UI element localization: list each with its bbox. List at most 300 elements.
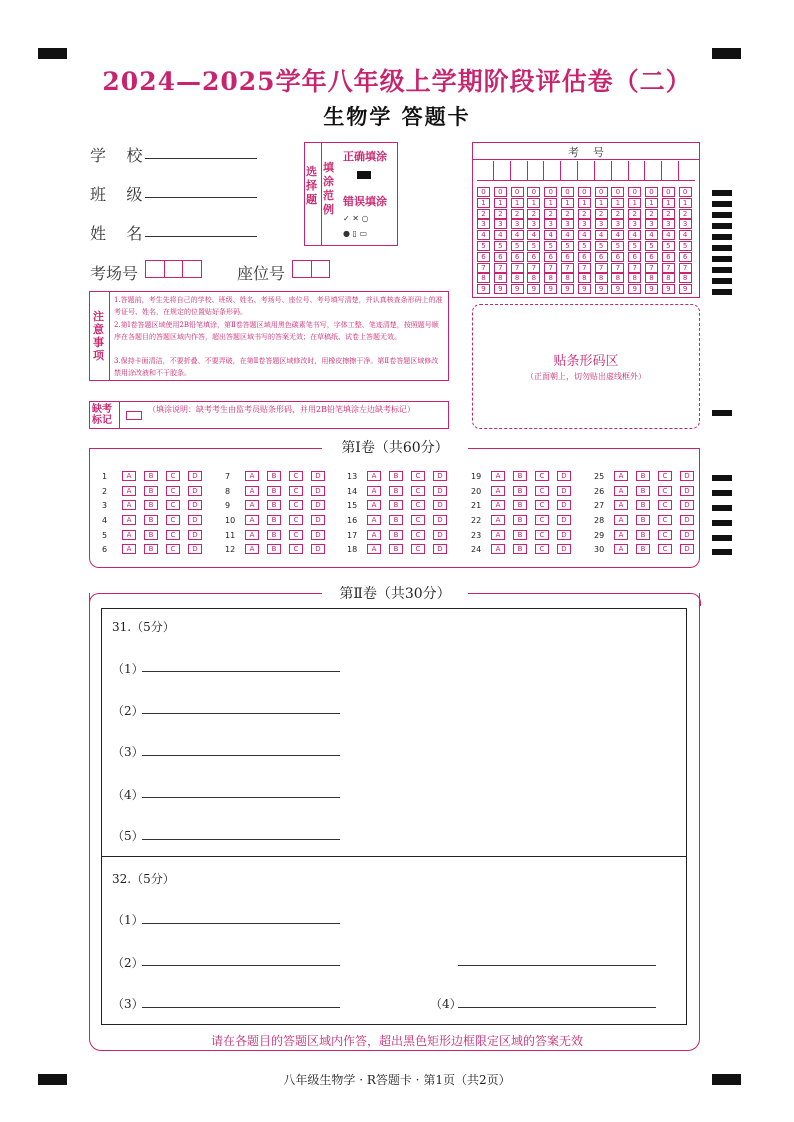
option-bubble[interactable]: D (188, 544, 202, 554)
option-bubble[interactable]: A (491, 544, 505, 554)
option-bubble[interactable]: C (658, 471, 672, 481)
option-bubble[interactable]: B (144, 530, 158, 540)
exam-number-digit-bubble[interactable]: 4 (611, 230, 624, 240)
exam-number-digit-bubble[interactable]: 7 (494, 263, 507, 273)
option-bubble[interactable]: C (289, 471, 303, 481)
exam-number-digit-bubble[interactable]: 4 (628, 230, 641, 240)
option-bubble[interactable]: D (433, 500, 447, 510)
option-bubble[interactable]: C (166, 471, 180, 481)
option-bubble[interactable]: A (614, 515, 628, 525)
option-bubble[interactable]: D (680, 471, 694, 481)
name-input[interactable] (145, 236, 257, 237)
exam-number-digit-bubble[interactable]: 0 (544, 187, 557, 197)
exam-number-digit-bubble[interactable]: 9 (611, 284, 624, 294)
exam-number-digit-bubble[interactable]: 7 (611, 263, 624, 273)
exam-number-digit-bubble[interactable]: 8 (611, 273, 624, 283)
exam-number-write-box[interactable] (645, 161, 662, 181)
option-bubble[interactable]: C (166, 544, 180, 554)
option-bubble[interactable]: C (535, 471, 549, 481)
option-bubble[interactable]: A (122, 486, 136, 496)
option-bubble[interactable]: D (311, 530, 325, 540)
option-bubble[interactable]: B (144, 471, 158, 481)
exam-number-digit-bubble[interactable]: 3 (561, 219, 574, 229)
exam-number-digit-bubble[interactable]: 5 (511, 241, 524, 251)
option-bubble[interactable]: A (614, 500, 628, 510)
exam-number-digit-bubble[interactable]: 0 (494, 187, 507, 197)
exam-number-digit-bubble[interactable]: 9 (511, 284, 524, 294)
option-bubble[interactable]: B (389, 486, 403, 496)
exam-number-digit-bubble[interactable]: 1 (494, 198, 507, 208)
timing-mark (712, 201, 732, 207)
option-bubble[interactable]: A (122, 515, 136, 525)
exam-number-write-box[interactable] (612, 161, 629, 181)
exam-number-digit-bubble[interactable]: 0 (645, 187, 658, 197)
option-bubble[interactable]: C (535, 500, 549, 510)
option-bubble[interactable]: A (614, 486, 628, 496)
exam-number-digit-bubble[interactable]: 9 (595, 284, 608, 294)
option-bubble[interactable]: A (245, 530, 259, 540)
exam-room-boxes[interactable] (145, 260, 202, 278)
option-bubble[interactable]: B (389, 515, 403, 525)
class-input[interactable] (145, 197, 257, 198)
option-bubble[interactable]: B (267, 515, 281, 525)
option-bubble[interactable]: A (614, 471, 628, 481)
option-bubble[interactable]: A (614, 544, 628, 554)
exam-number-digit-bubble[interactable]: 5 (679, 241, 692, 251)
exam-number-digit-bubble[interactable]: 2 (544, 209, 557, 219)
exam-number-digit-bubble[interactable]: 8 (527, 273, 540, 283)
option-bubble[interactable]: C (166, 486, 180, 496)
q32-sub-3-label: （3） (112, 997, 144, 1011)
q31-sub-5-answer[interactable] (142, 839, 340, 840)
option-bubble[interactable]: A (367, 530, 381, 540)
q32-sub-1-answer[interactable] (142, 923, 340, 924)
option-bubble[interactable]: C (535, 544, 549, 554)
option-bubble[interactable]: D (557, 544, 571, 554)
exam-number-digit-bubble[interactable]: 5 (595, 241, 608, 251)
exam-number-digit-bubble[interactable]: 5 (628, 241, 641, 251)
exam-number-digit-bubble[interactable]: 3 (645, 219, 658, 229)
exam-number-digit-bubble[interactable]: 0 (527, 187, 540, 197)
correct-fill-sample (357, 171, 371, 179)
exam-number-digit-bubble[interactable]: 6 (611, 252, 624, 262)
seat-boxes[interactable] (292, 260, 330, 278)
option-bubble[interactable]: C (658, 500, 672, 510)
exam-number-digit-bubble[interactable]: 9 (561, 284, 574, 294)
option-bubble[interactable]: D (433, 471, 447, 481)
exam-number-digit-bubble[interactable]: 9 (527, 284, 540, 294)
exam-number-digit-bubble[interactable]: 7 (477, 263, 490, 273)
page-subtitle: 生物学 答题卡 (323, 104, 471, 129)
exam-number-digit-bubble[interactable]: 3 (628, 219, 641, 229)
option-bubble[interactable]: A (245, 515, 259, 525)
exam-number-digit-bubble[interactable]: 8 (544, 273, 557, 283)
option-bubble[interactable]: A (367, 515, 381, 525)
exam-number-digit-bubble[interactable]: 2 (645, 209, 658, 219)
exam-number-digit-bubble[interactable]: 6 (477, 252, 490, 262)
option-bubble[interactable]: C (166, 500, 180, 510)
option-bubble[interactable]: B (267, 500, 281, 510)
option-bubble[interactable]: D (680, 500, 694, 510)
exam-number-digit-bubble[interactable]: 6 (561, 252, 574, 262)
exam-number-digit-bubble[interactable]: 4 (477, 230, 490, 240)
option-bubble[interactable]: D (557, 471, 571, 481)
option-bubble[interactable]: B (513, 515, 527, 525)
option-bubble[interactable]: C (289, 500, 303, 510)
option-bubble[interactable]: B (636, 544, 650, 554)
exam-number-digit-bubble[interactable]: 2 (611, 209, 624, 219)
exam-number-digit-bubble[interactable]: 8 (662, 273, 675, 283)
exam-number-digit-bubble[interactable]: 8 (494, 273, 507, 283)
exam-number-digit-bubble[interactable]: 1 (628, 198, 641, 208)
exam-number-digit-bubble[interactable]: 6 (645, 252, 658, 262)
exam-number-digit-bubble[interactable]: 8 (628, 273, 641, 283)
exam-number-digit-bubble[interactable]: 8 (578, 273, 591, 283)
question-number: 26 (594, 486, 605, 496)
option-bubble[interactable]: B (267, 471, 281, 481)
option-bubble[interactable]: C (411, 530, 425, 540)
exam-number-digit-bubble[interactable]: 0 (662, 187, 675, 197)
option-bubble[interactable]: A (491, 471, 505, 481)
exam-number-digit-bubble[interactable]: 3 (611, 219, 624, 229)
option-bubble[interactable]: A (367, 544, 381, 554)
exam-number-write-box[interactable] (528, 161, 545, 181)
notes-label: 注意事项 (93, 310, 104, 362)
exam-number-write-box[interactable] (629, 161, 646, 181)
exam-number-digit-bubble[interactable]: 3 (578, 219, 591, 229)
exam-number-digit-bubble[interactable]: 8 (561, 273, 574, 283)
option-bubble[interactable]: A (367, 486, 381, 496)
exam-number-digit-bubble[interactable]: 6 (511, 252, 524, 262)
exam-number-digit-bubble[interactable]: 1 (611, 198, 624, 208)
option-bubble[interactable]: D (311, 486, 325, 496)
exam-number-digit-bubble[interactable]: 4 (511, 230, 524, 240)
exam-number-digit-bubble[interactable]: 5 (477, 241, 490, 251)
exam-number-bubble-grid[interactable] (477, 187, 695, 295)
option-bubble[interactable]: A (245, 544, 259, 554)
option-bubble[interactable]: A (614, 530, 628, 540)
exam-number-digit-bubble[interactable]: 0 (611, 187, 624, 197)
exam-number-digit-bubble[interactable]: 5 (527, 241, 540, 251)
option-bubble[interactable]: D (311, 471, 325, 481)
exam-number-digit-bubble[interactable]: 5 (662, 241, 675, 251)
exam-number-digit-bubble[interactable]: 1 (679, 198, 692, 208)
exam-number-digit-bubble[interactable]: 1 (578, 198, 591, 208)
exam-number-digit-bubble[interactable]: 6 (494, 252, 507, 262)
exam-number-digit-bubble[interactable]: 6 (527, 252, 540, 262)
option-bubble[interactable]: B (267, 544, 281, 554)
exam-number-digit-bubble[interactable]: 2 (561, 209, 574, 219)
exam-number-write-box[interactable] (595, 161, 612, 181)
option-bubble[interactable]: A (122, 500, 136, 510)
option-bubble[interactable]: C (411, 486, 425, 496)
exam-number-digit-bubble[interactable]: 6 (578, 252, 591, 262)
exam-number-write-box[interactable] (679, 161, 695, 181)
option-bubble[interactable]: A (491, 500, 505, 510)
exam-number-digit-bubble[interactable]: 1 (595, 198, 608, 208)
exam-number-digit-bubble[interactable]: 3 (494, 219, 507, 229)
option-bubble[interactable]: C (535, 486, 549, 496)
option-bubble[interactable]: A (367, 471, 381, 481)
exam-number-digit-bubble[interactable]: 5 (544, 241, 557, 251)
q32-sub-4-answer[interactable] (458, 1007, 656, 1008)
q31-sub-3-answer[interactable] (142, 755, 340, 756)
option-bubble[interactable]: B (144, 486, 158, 496)
exam-number-digit-bubble[interactable]: 7 (561, 263, 574, 273)
exam-number-digit-bubble[interactable]: 1 (662, 198, 675, 208)
exam-number-digit-bubble[interactable]: 3 (595, 219, 608, 229)
q31-sub-2-answer[interactable] (142, 713, 340, 714)
absent-bubble[interactable] (126, 411, 142, 420)
exam-number-write-box[interactable] (662, 161, 679, 181)
exam-number-digit-bubble[interactable]: 0 (679, 187, 692, 197)
question-row (471, 515, 579, 525)
exam-number-digit-bubble[interactable]: 3 (477, 219, 490, 229)
option-bubble[interactable]: C (411, 471, 425, 481)
exam-number-digit-bubble[interactable]: 6 (662, 252, 675, 262)
exam-number-digit-bubble[interactable]: 3 (544, 219, 557, 229)
exam-number-digit-bubble[interactable]: 2 (527, 209, 540, 219)
option-bubble[interactable]: C (166, 530, 180, 540)
exam-number-digit-bubble[interactable]: 2 (477, 209, 490, 219)
option-bubble[interactable]: B (513, 544, 527, 554)
exam-number-digit-bubble[interactable]: 2 (578, 209, 591, 219)
exam-number-digit-bubble[interactable]: 8 (679, 273, 692, 283)
option-bubble[interactable]: D (188, 500, 202, 510)
option-bubble[interactable]: D (433, 544, 447, 554)
option-bubble[interactable]: B (389, 544, 403, 554)
option-bubble[interactable]: A (491, 486, 505, 496)
option-bubble[interactable]: B (636, 486, 650, 496)
option-bubble[interactable]: B (513, 486, 527, 496)
option-bubble[interactable]: A (245, 500, 259, 510)
q31-sub-4-answer[interactable] (142, 797, 340, 798)
school-input[interactable] (145, 158, 257, 159)
option-bubble[interactable]: B (144, 544, 158, 554)
option-bubble[interactable]: B (389, 471, 403, 481)
exam-number-digit-bubble[interactable]: 9 (679, 284, 692, 294)
exam-number-digit-bubble[interactable]: 0 (511, 187, 524, 197)
option-bubble[interactable]: C (411, 544, 425, 554)
exam-number-digit-bubble[interactable]: 5 (494, 241, 507, 251)
exam-number-digit-bubble[interactable]: 5 (645, 241, 658, 251)
fill-example-side-label: 选择题 (306, 165, 317, 206)
exam-number-digit-bubble[interactable]: 2 (679, 209, 692, 219)
option-bubble[interactable]: A (122, 530, 136, 540)
exam-number-write-box[interactable] (544, 161, 561, 181)
exam-number-digit-bubble[interactable]: 8 (477, 273, 490, 283)
option-bubble[interactable]: C (411, 515, 425, 525)
option-bubble[interactable]: D (557, 530, 571, 540)
exam-number-digit-bubble[interactable]: 1 (511, 198, 524, 208)
question-number: 15 (347, 500, 358, 510)
option-bubble[interactable]: A (245, 486, 259, 496)
option-bubble[interactable]: B (389, 500, 403, 510)
exam-number-digit-bubble[interactable]: 6 (679, 252, 692, 262)
exam-number-write-box[interactable] (578, 161, 595, 181)
exam-number-digit-bubble[interactable]: 9 (662, 284, 675, 294)
q31-sub-1-answer[interactable] (142, 671, 340, 672)
question-row (471, 471, 579, 481)
fill-example-panel (304, 142, 398, 246)
option-bubble[interactable]: D (311, 515, 325, 525)
option-bubble[interactable]: D (311, 544, 325, 554)
exam-number-digit-bubble[interactable]: 3 (511, 219, 524, 229)
exam-number-digit-bubble[interactable]: 6 (544, 252, 557, 262)
question-number: 22 (471, 515, 482, 525)
exam-number-digit-bubble[interactable]: 3 (527, 219, 540, 229)
option-bubble[interactable]: B (389, 530, 403, 540)
exam-number-digit-bubble[interactable]: 6 (595, 252, 608, 262)
exam-number-digit-bubble[interactable]: 3 (679, 219, 692, 229)
option-bubble[interactable]: D (680, 544, 694, 554)
exam-number-digit-bubble[interactable]: 6 (628, 252, 641, 262)
exam-number-digit-bubble[interactable]: 8 (645, 273, 658, 283)
exam-number-digit-bubble[interactable]: 1 (561, 198, 574, 208)
timing-mark (712, 549, 732, 555)
option-bubble[interactable]: A (245, 471, 259, 481)
exam-number-digit-bubble[interactable]: 1 (645, 198, 658, 208)
exam-number-digit-bubble[interactable]: 7 (511, 263, 524, 273)
option-bubble[interactable]: B (636, 471, 650, 481)
option-bubble[interactable]: B (636, 530, 650, 540)
exam-number-digit-bubble[interactable]: 5 (611, 241, 624, 251)
exam-number-digit-bubble[interactable]: 9 (544, 284, 557, 294)
exam-number-write-boxes[interactable] (477, 161, 695, 181)
exam-number-digit-bubble[interactable]: 2 (628, 209, 641, 219)
exam-number-write-box[interactable] (511, 161, 528, 181)
exam-number-digit-bubble[interactable]: 1 (477, 198, 490, 208)
option-bubble[interactable]: B (513, 530, 527, 540)
option-bubble[interactable]: B (513, 471, 527, 481)
exam-number-digit-bubble[interactable]: 2 (494, 209, 507, 219)
q32-sub-4-label: （4） (430, 997, 462, 1011)
exam-number-digit-bubble[interactable]: 5 (561, 241, 574, 251)
option-bubble[interactable]: D (188, 471, 202, 481)
option-bubble[interactable]: A (367, 500, 381, 510)
option-bubble[interactable]: C (289, 530, 303, 540)
option-bubble[interactable]: A (122, 544, 136, 554)
exam-number-digit-bubble[interactable]: 9 (494, 284, 507, 294)
option-bubble[interactable]: B (636, 515, 650, 525)
option-bubble[interactable]: D (433, 515, 447, 525)
timing-mark (712, 410, 732, 416)
exam-number-digit-bubble[interactable]: 0 (595, 187, 608, 197)
option-bubble[interactable]: C (411, 500, 425, 510)
option-bubble[interactable]: D (433, 530, 447, 540)
exam-number-digit-bubble[interactable]: 4 (679, 230, 692, 240)
exam-number-digit-bubble[interactable]: 0 (578, 187, 591, 197)
option-bubble[interactable]: D (680, 515, 694, 525)
option-bubble[interactable]: D (557, 500, 571, 510)
exam-number-digit-bubble[interactable]: 9 (578, 284, 591, 294)
option-bubble[interactable]: C (535, 515, 549, 525)
option-bubble[interactable]: D (188, 486, 202, 496)
exam-number-digit-bubble[interactable]: 4 (595, 230, 608, 240)
exam-number-write-box[interactable] (561, 161, 578, 181)
exam-number-digit-bubble[interactable]: 0 (561, 187, 574, 197)
exam-number-write-box[interactable] (494, 161, 511, 181)
exam-number-digit-bubble[interactable]: 1 (527, 198, 540, 208)
timing-mark (712, 490, 732, 496)
question-row (225, 500, 333, 510)
option-bubble[interactable]: B (267, 530, 281, 540)
q32-sub-3-answer[interactable] (142, 1007, 340, 1008)
option-bubble[interactable]: D (188, 515, 202, 525)
exam-number-digit-bubble[interactable]: 7 (628, 263, 641, 273)
exam-number-digit-bubble[interactable]: 9 (645, 284, 658, 294)
exam-number-digit-bubble[interactable]: 4 (527, 230, 540, 240)
exam-number-digit-bubble[interactable]: 9 (477, 284, 490, 294)
option-bubble[interactable]: D (433, 486, 447, 496)
option-bubble[interactable]: C (289, 515, 303, 525)
exam-number-digit-bubble[interactable]: 7 (645, 263, 658, 273)
option-bubble[interactable]: B (636, 500, 650, 510)
option-bubble[interactable]: C (289, 544, 303, 554)
option-bubble[interactable]: A (122, 471, 136, 481)
exam-number-digit-bubble[interactable]: 8 (595, 273, 608, 283)
option-bubble[interactable]: C (658, 515, 672, 525)
option-bubble[interactable]: D (557, 486, 571, 496)
option-bubble[interactable]: D (557, 515, 571, 525)
option-bubble[interactable]: B (267, 486, 281, 496)
exam-number-digit-bubble[interactable]: 7 (527, 263, 540, 273)
exam-number-digit-bubble[interactable]: 2 (662, 209, 675, 219)
option-bubble[interactable]: C (535, 530, 549, 540)
option-bubble[interactable]: B (144, 500, 158, 510)
exam-number-digit-bubble[interactable]: 2 (511, 209, 524, 219)
exam-number-digit-bubble[interactable]: 4 (662, 230, 675, 240)
exam-number-digit-bubble[interactable]: 7 (595, 263, 608, 273)
exam-number-digit-bubble[interactable]: 7 (679, 263, 692, 273)
option-bubble[interactable]: C (658, 530, 672, 540)
q32-sub-2-answer-extra[interactable] (458, 965, 656, 966)
option-bubble[interactable]: A (491, 515, 505, 525)
exam-number-digit-bubble[interactable]: 4 (645, 230, 658, 240)
option-bubble[interactable]: D (680, 530, 694, 540)
exam-number-digit-bubble[interactable]: 4 (494, 230, 507, 240)
exam-number-digit-bubble[interactable]: 2 (595, 209, 608, 219)
option-bubble[interactable]: C (289, 486, 303, 496)
option-bubble[interactable]: B (513, 500, 527, 510)
exam-number-digit-bubble[interactable]: 5 (578, 241, 591, 251)
exam-number-digit-bubble[interactable]: 7 (578, 263, 591, 273)
wrong-fill-label: 错误填涂 (343, 195, 387, 208)
exam-number-digit-bubble[interactable]: 7 (544, 263, 557, 273)
exam-number-digit-bubble[interactable]: 9 (628, 284, 641, 294)
exam-number-digit-bubble[interactable]: 4 (578, 230, 591, 240)
exam-number-write-box[interactable] (477, 161, 494, 181)
barcode-note: （正面朝上，切勿贴出虚线框外） (526, 372, 646, 381)
exam-number-digit-bubble[interactable]: 4 (544, 230, 557, 240)
option-bubble[interactable]: C (658, 486, 672, 496)
exam-number-digit-bubble[interactable]: 3 (662, 219, 675, 229)
exam-number-digit-bubble[interactable]: 1 (544, 198, 557, 208)
option-bubble[interactable]: D (311, 500, 325, 510)
option-bubble[interactable]: D (188, 530, 202, 540)
option-bubble[interactable]: C (658, 544, 672, 554)
option-bubble[interactable]: D (680, 486, 694, 496)
exam-number-digit-bubble[interactable]: 7 (662, 263, 675, 273)
exam-number-digit-bubble[interactable]: 8 (511, 273, 524, 283)
exam-number-digit-bubble[interactable]: 4 (561, 230, 574, 240)
option-bubble[interactable]: B (144, 515, 158, 525)
option-bubble[interactable]: C (166, 515, 180, 525)
q32-sub-2-answer[interactable] (142, 965, 340, 966)
option-bubble[interactable]: A (491, 530, 505, 540)
exam-number-digit-bubble[interactable]: 0 (477, 187, 490, 197)
exam-number-digit-bubble[interactable]: 0 (628, 187, 641, 197)
